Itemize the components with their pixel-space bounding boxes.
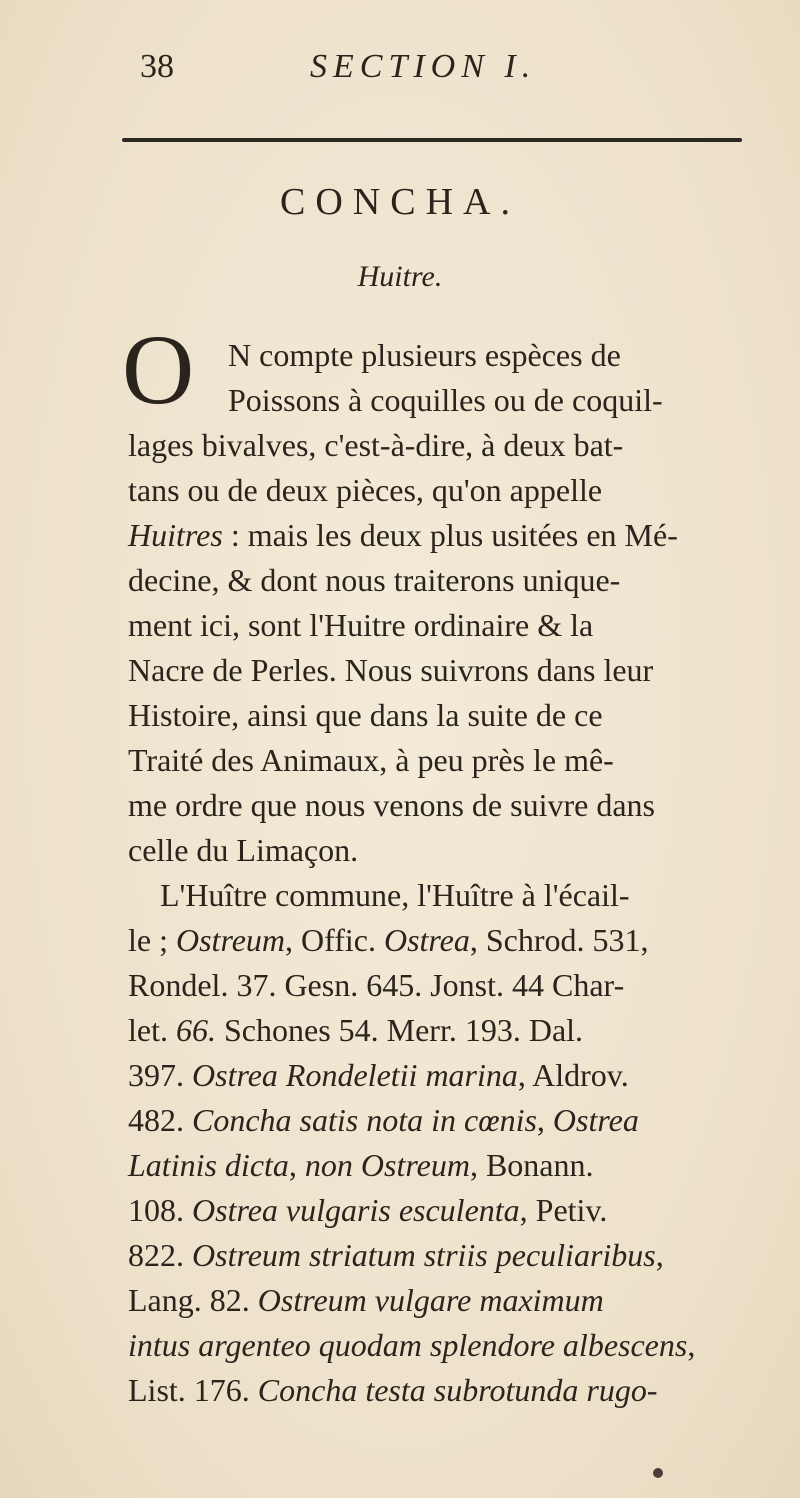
text-line: Traité des Animaux, à peu près le mê- bbox=[128, 742, 614, 778]
text-line: Lang. 82. Ostreum vulgare maximum bbox=[128, 1282, 604, 1318]
text-line: ment ici, sont l'Huitre ordinaire & la bbox=[128, 607, 594, 643]
text-line: Nacre de Perles. Nous suivrons dans leur bbox=[128, 652, 654, 688]
text-line: decine, & dont nous traiterons unique- bbox=[128, 562, 621, 598]
header-rule bbox=[122, 138, 742, 142]
text-line: celle du Limaçon. bbox=[128, 832, 359, 868]
text-line: 397. Ostrea Rondeletii marina, Aldrov. bbox=[128, 1057, 629, 1093]
text-line: intus argenteo quodam splendore albescens, bbox=[128, 1327, 696, 1363]
text-line: 482. Concha satis nota in cœnis, Ostrea bbox=[128, 1102, 639, 1138]
text-line: Rondel. 37. Gesn. 645. Jonst. 44 Char- bbox=[128, 967, 625, 1003]
text-line: List. 176. Concha testa subrotunda rugo- bbox=[128, 1372, 658, 1408]
text-line: 108. Ostrea vulgaris esculenta, Petiv. bbox=[128, 1192, 608, 1228]
text-line: 822. Ostreum striatum striis peculiaribus, bbox=[128, 1237, 664, 1273]
section-subtitle: Huitre. bbox=[357, 260, 443, 293]
text-line: lages bivalves, c'est-à-dire, à deux bat- bbox=[128, 427, 624, 463]
text-line: Histoire, ainsi que dans la suite de ce bbox=[128, 697, 603, 733]
text-line: le ; Ostreum, Offic. Ostrea, Schrod. 531, bbox=[128, 922, 649, 958]
text-line: Huitres : mais les deux plus usitées en Mé- bbox=[128, 517, 678, 553]
drop-cap: O bbox=[122, 314, 195, 425]
text-line: L'Huître commune, l'Huître à l'écail- bbox=[160, 877, 630, 913]
text-line: tans ou de deux pièces, qu'on appelle bbox=[128, 472, 603, 508]
section-title: CONCHA. bbox=[280, 181, 520, 223]
text-line: let. 66. Schones 54. Merr. 193. Dal. bbox=[128, 1012, 584, 1048]
running-title: SECTION I. bbox=[310, 48, 537, 85]
page-header bbox=[140, 48, 760, 98]
text-line: Latinis dicta, non Ostreum, Bonann. bbox=[128, 1147, 594, 1183]
text-line: me ordre que nous venons de suivre dans bbox=[128, 787, 655, 823]
text-line: N compte plusieurs espèces de bbox=[228, 337, 621, 373]
text-line: Poissons à coquilles ou de coquil- bbox=[228, 382, 663, 418]
page-number: 38 bbox=[140, 48, 174, 85]
